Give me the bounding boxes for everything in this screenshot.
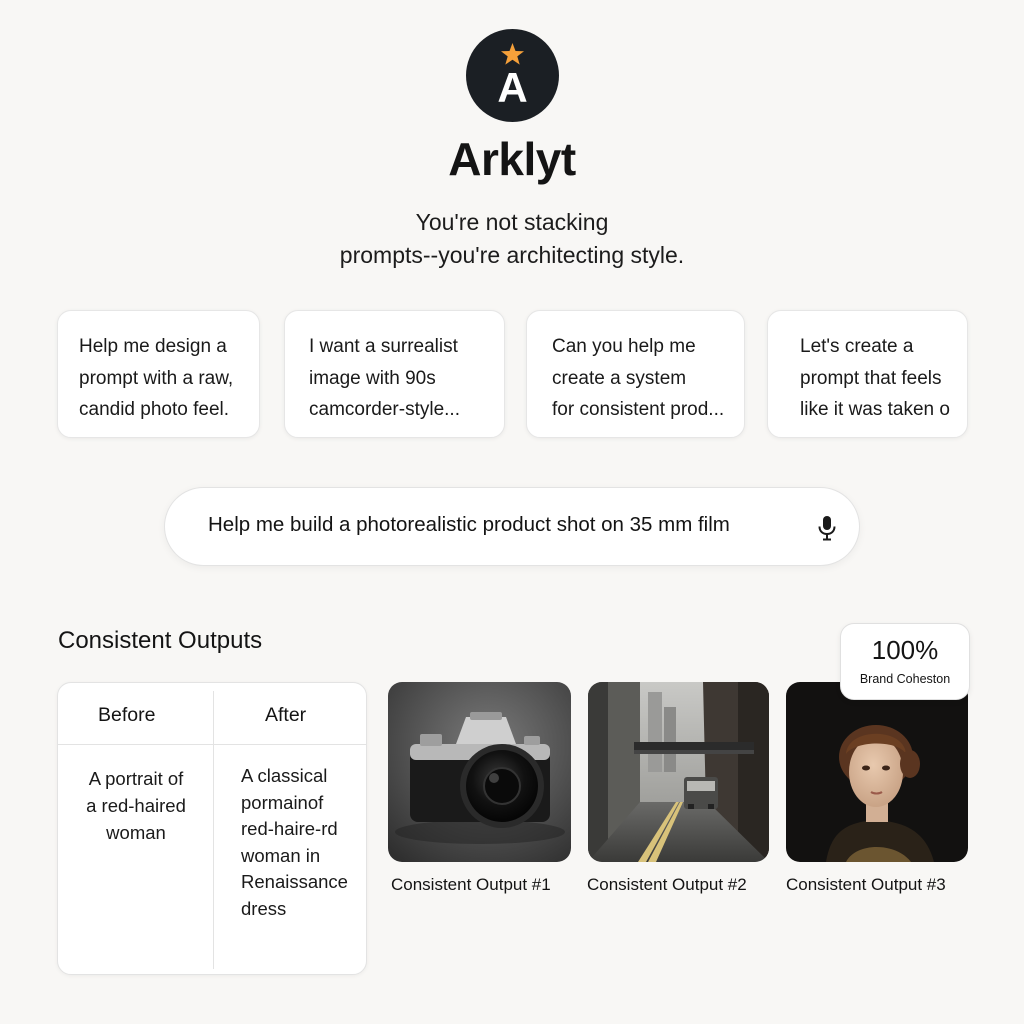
- before-line: A portrait of: [88, 768, 184, 789]
- suggestion-chip-line: candid photo feel.: [79, 399, 230, 420]
- output-label-3: Consistent Output #3: [786, 875, 946, 894]
- before-line: woman: [106, 822, 166, 843]
- tagline: [0, 206, 1024, 272]
- suggestion-chip-2[interactable]: [284, 310, 505, 438]
- after-line: red-haire-rd: [241, 818, 338, 839]
- after-line: woman in: [241, 844, 321, 866]
- logo-letter: A: [497, 64, 528, 111]
- mic-icon[interactable]: [815, 515, 839, 541]
- city-street-photo: [588, 682, 769, 862]
- before-text: [72, 765, 200, 846]
- before-header: Before: [98, 704, 156, 726]
- suggestion-chip-line: I want a surrealist: [309, 336, 458, 357]
- suggestion-chip-line: like it was taken o: [800, 399, 950, 420]
- camera-photo: [388, 682, 571, 862]
- suggestion-chip-line: Can you help me: [552, 336, 696, 357]
- renaissance-portrait-photo: [786, 682, 968, 862]
- suggestion-chip-line: Let's create a: [800, 336, 914, 357]
- suggestion-chip-line: create a system: [552, 367, 687, 389]
- prompt-input-value[interactable]: Help me build a photorealistic product shot on 35 mm film: [208, 513, 730, 536]
- suggestion-chip-line: Help me design a: [79, 336, 227, 357]
- output-thumbnail-1[interactable]: [388, 682, 571, 862]
- after-line: Renaissance: [241, 871, 348, 892]
- output-thumbnail-2[interactable]: [588, 682, 769, 862]
- after-header: After: [265, 704, 307, 726]
- tagline-line-1: You're not stacking: [415, 209, 609, 235]
- suggestion-chip-4[interactable]: [767, 310, 968, 438]
- after-line: A classical: [241, 765, 328, 786]
- star-icon: [501, 43, 524, 65]
- suggestion-chip-line: for consistent prod...: [552, 399, 724, 420]
- output-label-1: Consistent Output #1: [391, 875, 551, 894]
- brand-name: Arklyt: [448, 133, 576, 185]
- suggestion-chip-line: prompt with a raw,: [79, 367, 234, 389]
- suggestion-chip-line: image with 90s: [309, 367, 436, 389]
- output-thumbnail-3[interactable]: [786, 682, 968, 862]
- before-line: a red-haired: [86, 795, 186, 816]
- before-after-card: [57, 682, 367, 975]
- logo-mark-icon: [466, 29, 559, 122]
- after-line: dress: [241, 897, 287, 919]
- after-line: pormainof: [241, 791, 324, 813]
- suggestion-chip-line: prompt that feels: [800, 367, 942, 389]
- suggestion-chip-line: camcorder-style...: [309, 399, 460, 420]
- after-text: [241, 763, 361, 922]
- output-label-2: Consistent Output #2: [587, 875, 747, 894]
- divider: [213, 691, 214, 969]
- prompt-input[interactable]: [164, 487, 860, 566]
- section-title: Consistent Outputs: [58, 627, 263, 654]
- suggestion-chip-1[interactable]: [57, 310, 260, 438]
- divider: [58, 744, 366, 745]
- badge-label: Brand Coheston: [859, 672, 951, 686]
- brand-logo: [466, 29, 559, 122]
- brand-coherence-badge: [840, 623, 970, 700]
- tagline-line-2: prompts--you're architecting style.: [339, 242, 685, 268]
- badge-value: 100%: [871, 635, 939, 665]
- suggestion-chip-3[interactable]: [526, 310, 745, 438]
